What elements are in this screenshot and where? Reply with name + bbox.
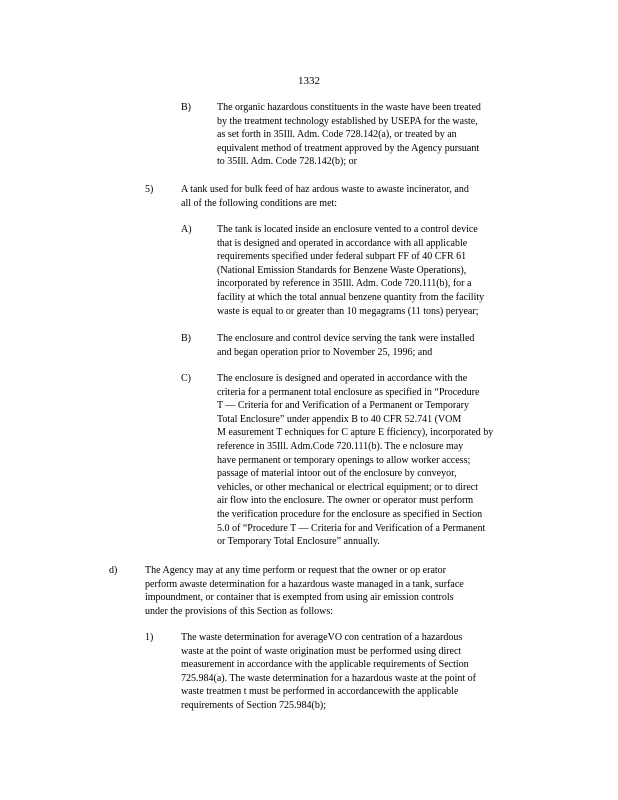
text-line: waste is equal to or greater than 10 megagrams (11 tons) peryear;: [217, 305, 479, 317]
text-line: all of the following conditions are met:: [181, 197, 338, 209]
text-line: reference in 35Ill. Adm.Code 720.111(b). The e nclosure may: [217, 440, 464, 452]
text-line: (National Emission Standards for Benzene Waste Operations),: [217, 264, 467, 276]
text-line: The organic hazardous constituents in the waste have been treated: [217, 102, 481, 113]
text-line: M easurement T echniques for C apture E fficiency), incorporated by: [217, 427, 494, 439]
text-line: The enclosure and control device serving the tank were installed: [217, 333, 475, 344]
text-line: waste treatmen t must be performed in accordancewith the applicable: [181, 686, 459, 698]
page-number: 1332: [298, 75, 320, 87]
text-line: or Temporary Total Enclosure” annually.: [217, 536, 380, 548]
text-line: waste at the point of waste origination must be performed using direct: [181, 645, 462, 657]
item-text: [145, 564, 513, 618]
text-line: by the treatment technology established by USEPA for the waste,: [217, 115, 478, 127]
text-line: A tank used for bulk feed of haz ardous waste to awaste incinerator, and: [181, 184, 469, 195]
text-line: passage of material intoor out of the enclosure by conveyor,: [217, 468, 457, 480]
text-line: T — Criteria for and Verification of a Permanent or Temporary: [217, 400, 469, 412]
text-line: 5.0 of “Procedure T — Criteria for and Verification of a Permanent: [217, 522, 486, 534]
item-label: B): [181, 102, 191, 113]
text-line: to 35Ill. Adm. Code 728.142(b); or: [217, 156, 357, 168]
text-line: have permanent or temporary openings to allow worker access;: [217, 454, 471, 466]
text-line: incorporated by reference in 35Ill. Adm. Code 720.111(b), for a: [217, 278, 472, 290]
item-text: [217, 332, 535, 359]
item-text: [181, 631, 541, 713]
text-line: perform awaste determination for a hazardous waste managed in a tank, surface: [145, 578, 464, 590]
item-label: B): [181, 333, 191, 344]
text-line: The Agency may at any time perform or request that the owner or op erator: [145, 565, 447, 576]
text-line: and began operation prior to November 25, 1996; and: [217, 346, 433, 358]
text-line: Total Enclosure” under appendix B to 40 CFR 52.741 (VOM: [217, 413, 462, 425]
text-line: criteria for a permanent total enclosure as specified in “Procedure: [217, 386, 480, 398]
item-label: A): [181, 224, 192, 235]
text-line: measurement in accordance with the applicable requirements of Section: [181, 659, 469, 671]
text-line: under the provisions of this Section as follows:: [145, 605, 334, 617]
item-text: [217, 223, 535, 318]
item-label: C): [181, 373, 191, 384]
text-line: equivalent method of treatment approved by the Agency pursuant: [217, 142, 480, 154]
text-line: the verification procedure for the enclosure as specified in Section: [217, 508, 483, 520]
item-text: [217, 372, 538, 549]
item-label: 5): [145, 184, 154, 195]
text-line: requirements specified under federal subpart FF of 40 CFR 61: [217, 251, 467, 263]
text-line: air flow into the enclosure. The owner or operator must perform: [217, 495, 474, 507]
item-label: d): [109, 565, 118, 576]
item-text: [217, 101, 535, 169]
text-line: as set forth in 35Ill. Adm. Code 728.142(a), or treated by an: [217, 129, 457, 141]
item-text: [181, 183, 521, 210]
text-line: that is designed and operated in accordance with all applicable: [217, 237, 468, 249]
text-line: The waste determination for averageVO con centration of a hazardous: [181, 632, 463, 643]
text-line: The tank is located inside an enclosure vented to a control device: [217, 224, 478, 235]
text-line: impoundment, or container that is exempted from using air emission controls: [145, 592, 454, 604]
text-line: requirements of Section 725.984(b);: [181, 699, 326, 711]
text-line: vehicles, or other mechanical or electrical equipment; or to direct: [217, 481, 478, 493]
text-line: facility at which the total annual benzene quantity from the facility: [217, 291, 485, 303]
text-line: The enclosure is designed and operated in accordance with the: [217, 373, 468, 384]
item-label: 1): [145, 632, 154, 643]
text-line: 725.984(a). The waste determination for a hazardous waste at the point of: [181, 672, 476, 684]
